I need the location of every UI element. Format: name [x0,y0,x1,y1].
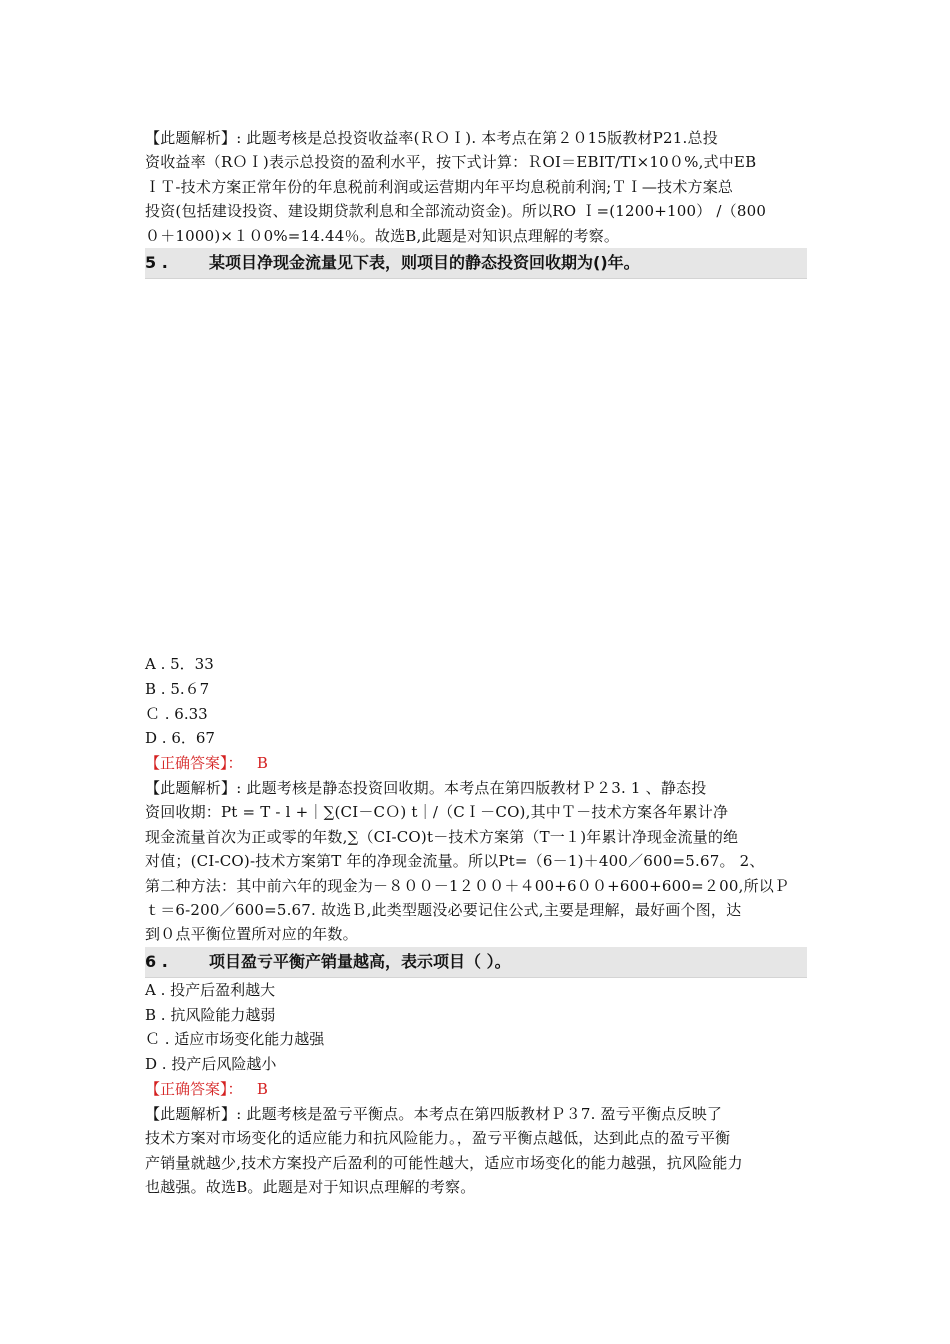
question-number: 6 . [145,951,168,971]
analysis-line: ＩＴ-技术方案正常年份的年息税前利润或运营期内年平均息税前利润;ＴＩ—技术方案总 [145,177,734,196]
analysis-line: 投资(包括建设投资、建设期贷款利息和全部流动资金)。所以RO Ｉ=(1200+100） /（800 [145,202,767,221]
option-a: A . 投产后盈利越大 [145,980,276,999]
option-c: Ｃ . 适应市场变化能力越强 [145,1030,325,1049]
analysis-line: 产销量就越少,技术方案投产后盈利的可能性越大，适应市场变化的能力越强，抗风险能力 [145,1153,743,1172]
answer-value: B [256,754,268,773]
answer-label: 【正确答案】： [145,754,243,773]
q6-analysis [145,1102,807,1200]
option-d: D . 投产后风险越小 [145,1055,277,1074]
analysis-line: 【此题解析】: 此题考核是总投资收益率(ＲＯＩ). 本考点在第２０15版教材P21.总投 [145,129,718,147]
question-number: 5 . [145,253,168,273]
question-5-header [145,248,807,279]
option-b: B . 抗风险能力越弱 [145,1005,276,1024]
option-d: D . 6．67 [145,729,215,748]
analysis-line: 资收益率（RＯＩ)表示总投资的盈利水平，按下式计算：ＲOI＝EBIT/TI×10０%,式中EB [145,153,757,172]
answer-line [145,751,807,776]
q5-analysis [145,776,807,947]
question-6-header [145,947,807,978]
question-stem: 项目盈亏平衡产销量越高，表示项目（ ）。 [209,951,511,971]
analysis-line: 也越强。故选B。此题是对于知识点理解的考察。 [145,1178,476,1197]
q4-analysis [145,126,807,248]
answer-label: 【正确答案】： [145,1080,243,1099]
analysis-line: 资回收期：Pt = T - l +｜∑(CI－CＯ) t｜/（CＩ－CO),其中Ｔ－技术方案各年累计净 [145,803,729,822]
question-5-options [145,652,807,751]
analysis-line: 技术方案对市场变化的适应能力和抗风险能力。，盈亏平衡点越低，达到此点的盈亏平衡 [145,1129,731,1148]
analysis-line: 对值；(CI-CO)-技术方案第T 年的净现金流量。所以Pt=（6－1)＋400／600=5.67。 2、 [145,852,765,871]
analysis-line: ｔ＝6-200／600=5.67. 故选Ｂ,此类型题没必要记住公式,主要是理解，最好画个图，达 [145,901,742,920]
option-a: A . 5．33 [145,655,214,674]
table-image-placeholder [145,279,807,652]
option-c: Ｃ . 6.33 [145,704,208,723]
analysis-line: 【此题解析】: 此题考核是盈亏平衡点。本考点在第四版教材Ｐ３7. 盈亏平衡点反映了 [145,1104,723,1123]
page-content [145,126,807,1199]
analysis-line: 【此题解析】: 此题考核是静态投资回收期。本考点在第四版教材Ｐ２3. 1 、静态投 [145,779,707,798]
analysis-line: 第二种方法：其中前六年的现金为－８００－1２００＋４00+6００+600+600=２00,所以Ｐ [145,876,790,895]
analysis-line: ０＋1000)×１０0%=14.44％。故选B,此题是对知识点理解的考察。 [145,226,620,245]
answer-value: B [256,1080,268,1099]
analysis-line: 现金流量首次为正或零的年数,∑（CI-CO)t－技术方案第（T一１)年累计净现金流量的绝 [145,827,739,846]
analysis-line: 到０点平衡位置所对应的年数。 [145,925,358,944]
question-6-options [145,978,807,1077]
question-stem: 某项目净现金流量见下表，则项目的静态投资回收期为()年。 [209,253,640,273]
answer-line [145,1077,807,1102]
option-b: B . 5.６7 [145,679,210,698]
